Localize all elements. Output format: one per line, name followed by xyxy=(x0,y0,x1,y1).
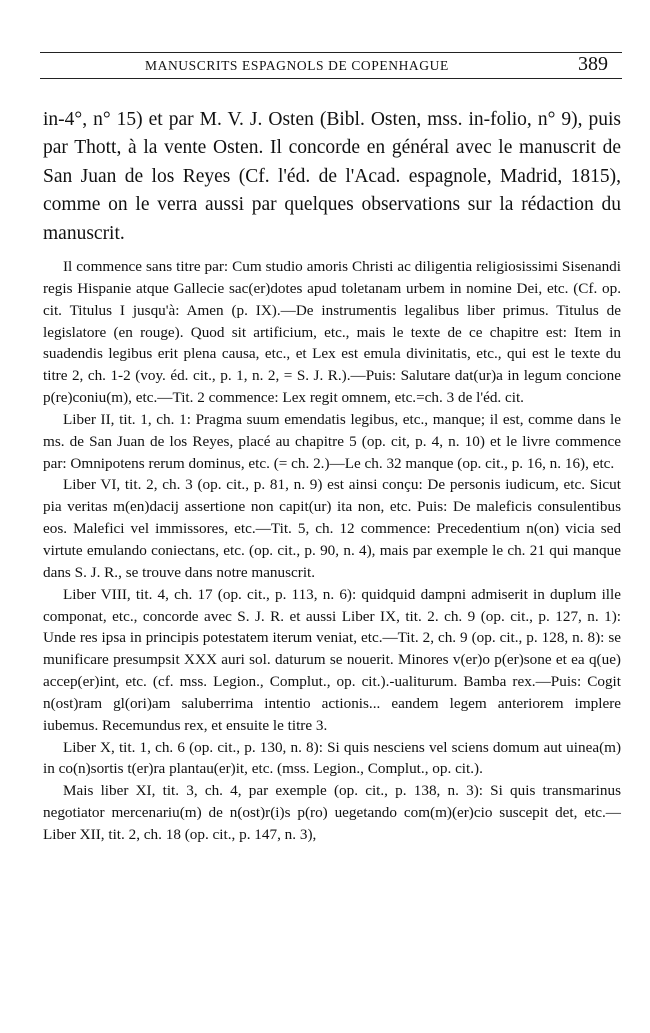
notes-block xyxy=(43,256,621,846)
note-text: Liber X, tit. 1, ch. 6 (op. cit., p. 130, n. 8): Si quis nesciens vel sciens domum aut uinea(m) in co(n)sortis t(er)ra plantau(er)it, etc. (mss. Legion., Complut., op. cit.). xyxy=(43,738,621,778)
note-text: Mais liber XI, tit. 3, ch. 4, par exemple (op. cit., p. 138, n. 3): Si quis transmarinus negotiator mercenariu(m) de n(ost)r(i)s p(ro) uegetando com(m)(er)cio suscepit det, etc.—Liber XII, tit. 2, ch. 18 (op. cit., p. 147, n. 3), xyxy=(43,782,621,843)
header-rule-top xyxy=(40,52,622,53)
page-number: 389 xyxy=(578,53,608,75)
note-paragraph xyxy=(43,584,621,737)
note-paragraph xyxy=(43,474,621,583)
running-title: MANUSCRITS ESPAGNOLS DE COPENHAGUE xyxy=(145,58,449,73)
note-paragraph xyxy=(43,737,621,781)
note-paragraph xyxy=(43,409,621,475)
note-paragraph xyxy=(43,780,621,846)
note-text: Il commence sans titre par: Cum studio amoris Christi ac diligentia religiosissimi Sisenandi regis Hispanie atque Gallecie sac(er)dotes apud toletanam urbem in nomine Dei, etc. (Cf. op. cit. Titulus I jusqu'à: Amen (p. IX).—De instrumentis legalibus liber primus. Titulus de legislatore (en rouge). Quod sit artificium, etc., mais le texte de ce chapitre est: Item in suadendis legibus erit plena causa, etc., et Lex est emula divinitatis, etc., qui est le texte du titre 2, ch. 1-2 (voy. éd. cit., p. 1, n. 2, = S. J. R.).—Puis: Salutare dat(ur)a in legum concione p(re)coniu(m), etc.—Tit. 2 commence: Lex regit omnem, etc.=ch. 3 de l'éd. cit. xyxy=(43,258,621,407)
note-text: Liber VI, tit. 2, ch. 3 (op. cit., p. 81, n. 9) est ainsi conçu: De personis iudicum, etc. Sicut pia veritas m(en)dacij assertione non capit(ur) ita non, etc. Puis: De maleficis consulentibus eos. Malefici vel immissores, etc.—Tit. 5, ch. 12 commence: Precedentium n(on) vicia sed virtute emulando coniectans, etc. (op. cit., p. 90, n. 4), mais par exemple le ch. 21 qui manque dans S. J. R., se trouve dans notre manuscrit. xyxy=(43,476,621,581)
header-rule-bottom xyxy=(40,78,622,79)
body-paragraph: in-4°, n° 15) et par M. V. J. Osten (Bibl. Osten, mss. in-folio, n° 9), puis par Thott, à la vente Osten. Il concorde en général avec le manuscrit de San Juan de los Reyes (Cf. l'éd. de l'Acad. espagnole, Madrid, 1815), comme on le verra aussi par quelques observations sur la rédaction du manuscrit. xyxy=(43,109,621,244)
note-text: Liber II, tit. 1, ch. 1: Pragma suum emendatis legibus, etc., manque; il est, comme dans le ms. de San Juan de los Reyes, placé au chapitre 5 (op. cit, p. 4, n. 10) et le livre commence par: Omnipotens rerum dominus, etc. (= ch. 2.)—Le ch. 32 manque (op. cit., p. 16, n. 16), etc. xyxy=(43,410,621,472)
note-paragraph xyxy=(43,256,621,409)
note-text: Liber VIII, tit. 4, ch. 17 (op. cit., p. 113, n. 6): quidquid dampni admiserit in duplum ille componat, etc., concorde avec S. J. R. et aussi Liber IX, tit. 2. ch. 9 (op. cit., p. 127, n. 1): Unde res ipsa in principis potestatem iterum veniat, etc.—Tit. 2, ch. 9 (op. cit., p. 128, n. 8): se munificare presumpsit XXX auri sol. daturum se nouerit. Minores v(er)o p(er)sone et ea q(ue) accep(er)int, etc. (cf. mss. Legion., Complut., op. cit.).-ualiturum. Bamba rex.—Puis: Cogit n(ost)ram gl(ori)am saluberrima intentio actionis... eandem legem anteriorem implere iubemus. Recemundus rex, et ensuite le titre 3. xyxy=(43,585,621,734)
